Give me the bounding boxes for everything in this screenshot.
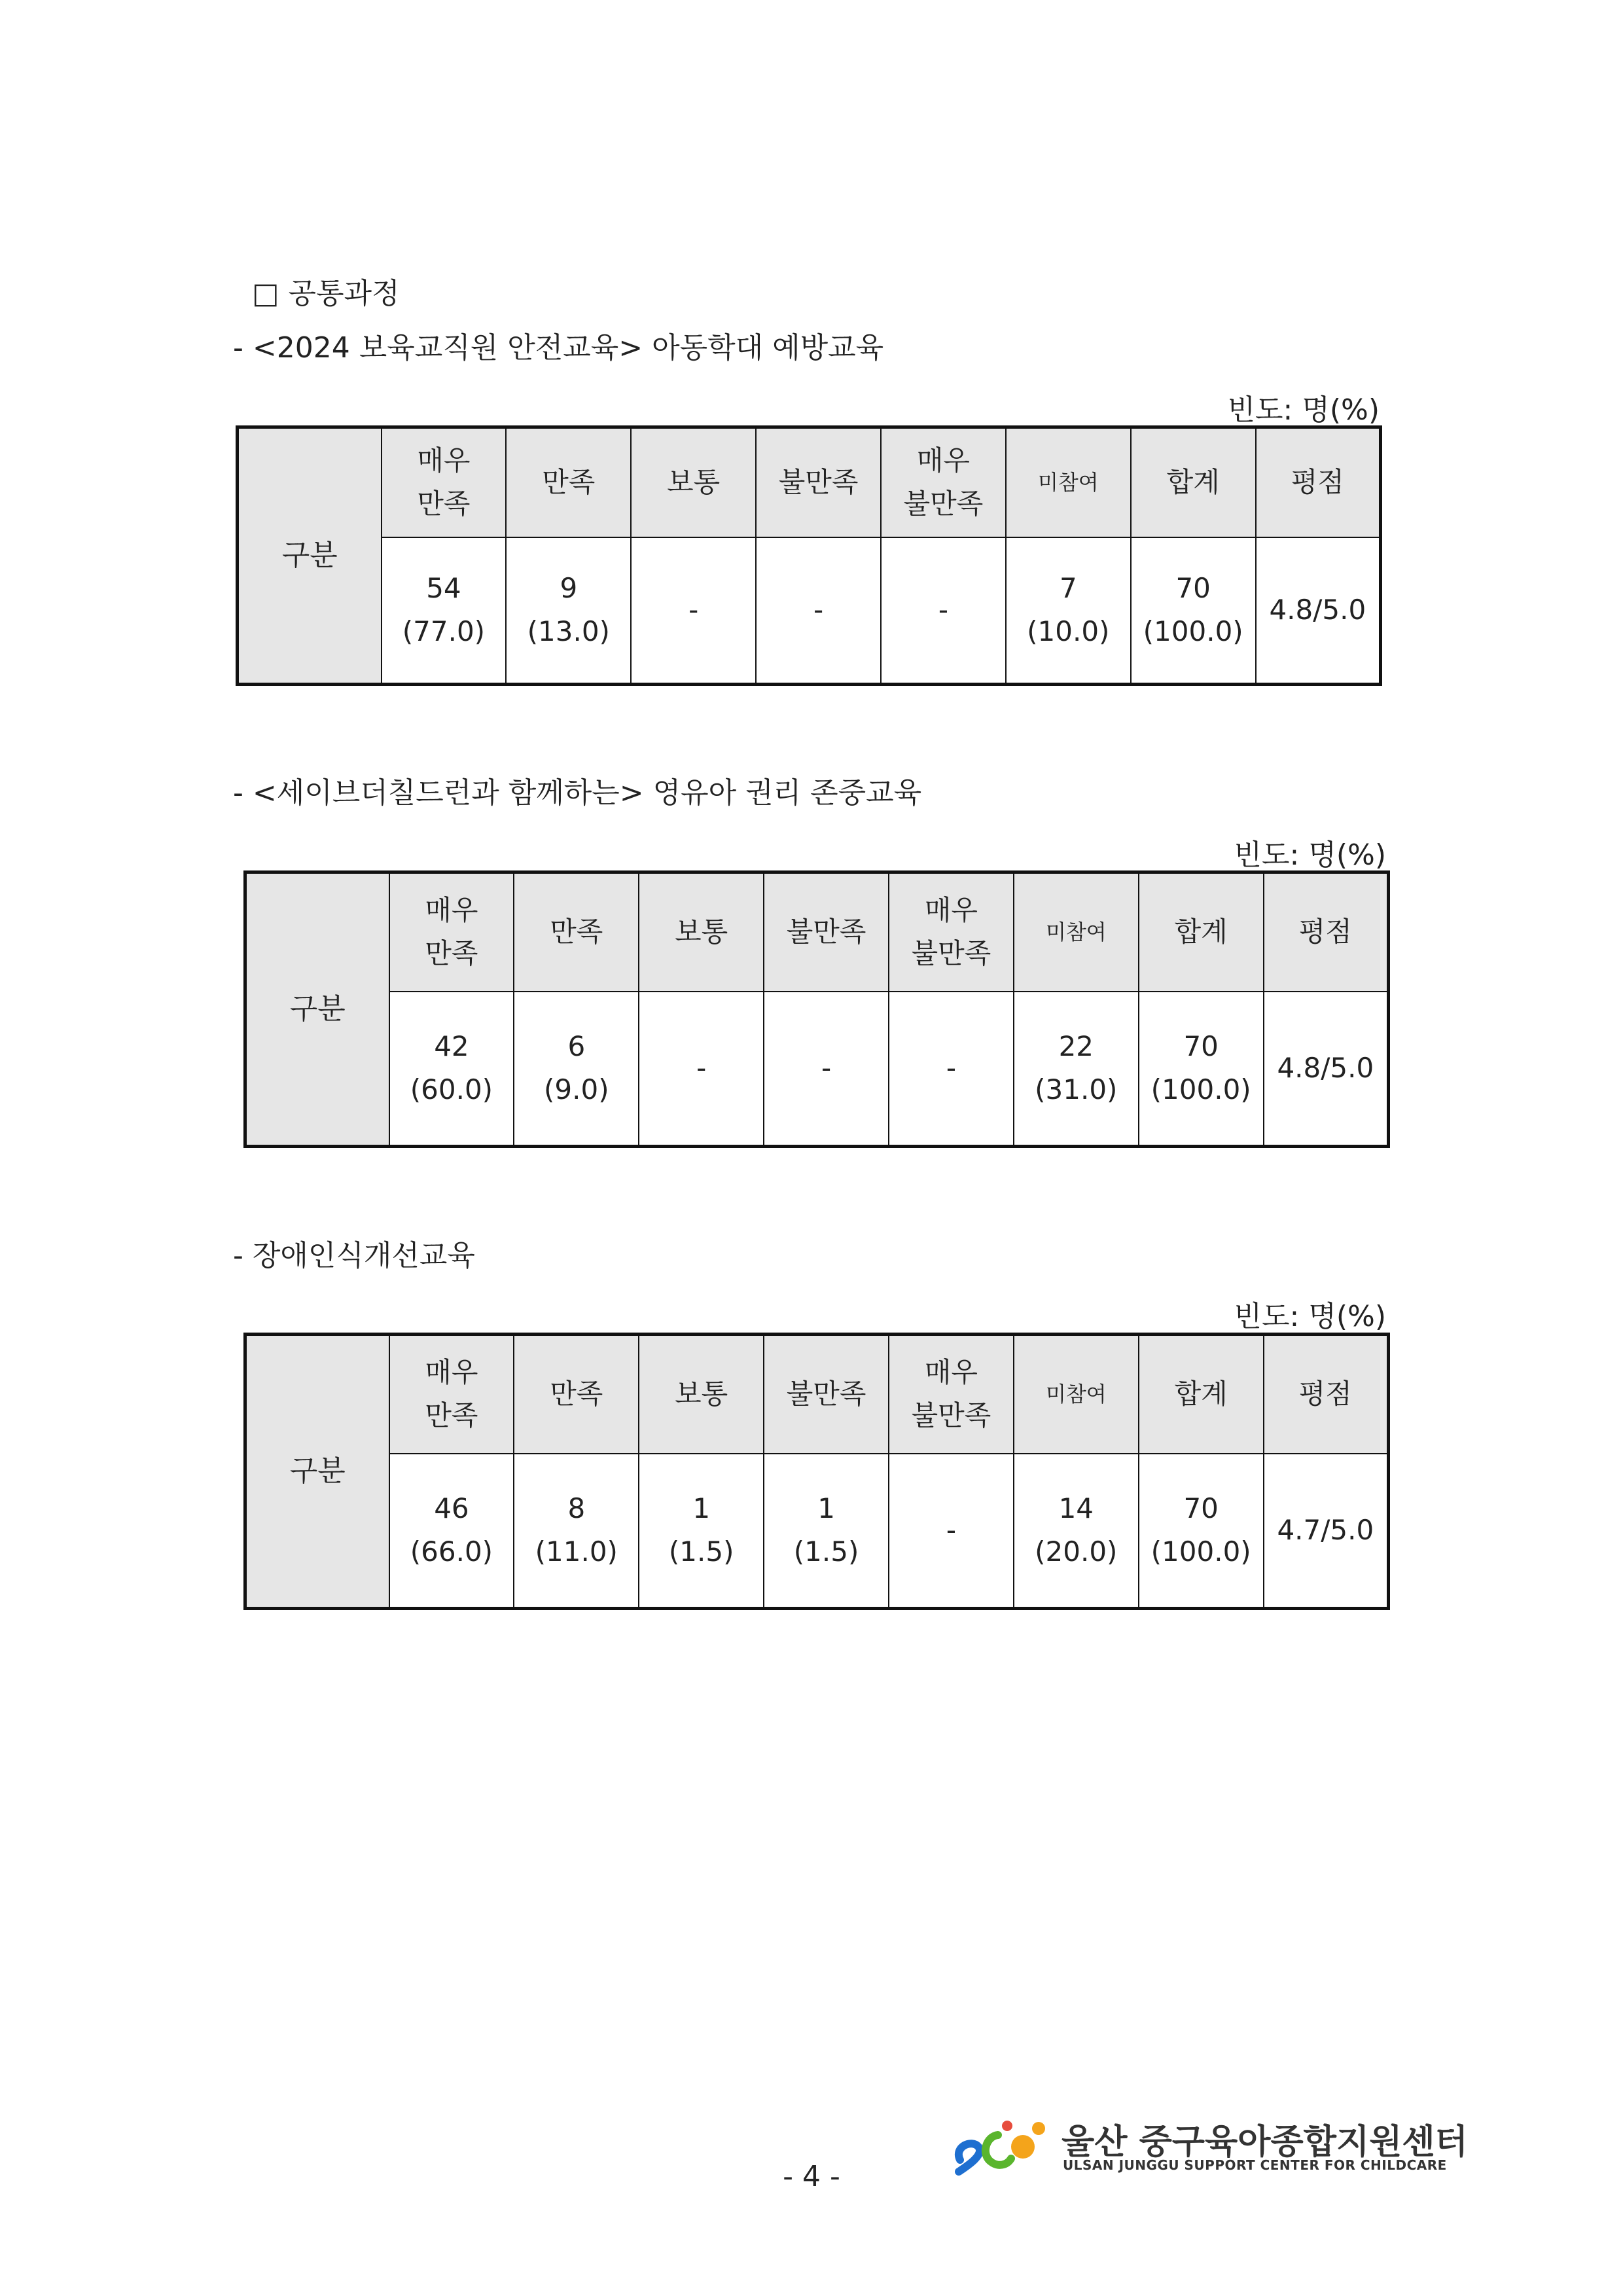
row-label: 구분 bbox=[238, 427, 382, 685]
header-not-participated: 미참여 bbox=[1045, 1382, 1107, 1407]
cell-neutral: - bbox=[696, 1052, 707, 1085]
cell-dissatisfied: - bbox=[813, 594, 824, 626]
table-row bbox=[238, 537, 1381, 685]
center-logo-icon bbox=[952, 2109, 1057, 2181]
header-dissatisfied: 불만족 bbox=[786, 916, 866, 948]
logo-text-english: ULSAN JUNGGU SUPPORT CENTER FOR CHILDCARE bbox=[1063, 2157, 1447, 2173]
cell-rating: 4.8/5.0 bbox=[1269, 594, 1366, 626]
header-very-dissatisfied: 매우 불만족 bbox=[911, 1356, 991, 1432]
satisfaction-table-2 bbox=[243, 870, 1390, 1148]
header-very-dissatisfied: 매우 불만족 bbox=[911, 894, 991, 970]
header-neutral: 보통 bbox=[675, 1378, 728, 1410]
header-rating: 평점 bbox=[1291, 466, 1344, 499]
cell-dissatisfied: - bbox=[821, 1052, 832, 1085]
cell-not-participated: 7 (10.0) bbox=[1027, 572, 1110, 648]
cell-very-dissatisfied: - bbox=[938, 594, 949, 626]
table-3-heading: - 장애인식개선교육 bbox=[233, 1239, 475, 1272]
header-rating: 평점 bbox=[1298, 916, 1352, 948]
header-satisfied: 만족 bbox=[550, 916, 603, 948]
table-1-unit: 빈도: 명(%) bbox=[1227, 393, 1380, 427]
cell-satisfied: 6 (9.0) bbox=[544, 1030, 609, 1106]
cell-very-satisfied: 42 (60.0) bbox=[410, 1030, 493, 1106]
cell-rating: 4.7/5.0 bbox=[1277, 1514, 1374, 1547]
table-2-heading: - <세이브더칠드런과 함께하는> 영유아 권리 존중교육 bbox=[233, 776, 922, 810]
header-very-satisfied: 매우 만족 bbox=[425, 894, 478, 970]
header-dissatisfied: 불만족 bbox=[786, 1378, 866, 1410]
header-dissatisfied: 불만족 bbox=[778, 466, 859, 499]
header-very-satisfied: 매우 만족 bbox=[417, 444, 471, 520]
cell-very-dissatisfied: - bbox=[946, 1514, 957, 1547]
header-satisfied: 만족 bbox=[550, 1378, 603, 1410]
table-2-unit: 빈도: 명(%) bbox=[1234, 838, 1386, 872]
header-satisfied: 만족 bbox=[542, 466, 596, 499]
cell-total: 70 (100.0) bbox=[1150, 1030, 1251, 1106]
table-3-unit: 빈도: 명(%) bbox=[1234, 1300, 1386, 1333]
table-1-heading: - <2024 보육교직원 안전교육> 아동학대 예방교육 bbox=[233, 331, 884, 365]
header-not-participated: 미참여 bbox=[1045, 920, 1107, 945]
header-total: 합계 bbox=[1174, 916, 1228, 948]
header-very-satisfied: 매우 만족 bbox=[425, 1356, 478, 1432]
header-total: 합계 bbox=[1174, 1378, 1228, 1410]
cell-very-satisfied: 54 (77.0) bbox=[402, 572, 486, 648]
cell-satisfied: 8 (11.0) bbox=[535, 1492, 618, 1568]
cell-not-participated: 14 (20.0) bbox=[1035, 1492, 1118, 1568]
header-rating: 평점 bbox=[1298, 1378, 1352, 1410]
satisfaction-table-1 bbox=[236, 425, 1382, 686]
header-very-dissatisfied: 매우 불만족 bbox=[903, 444, 984, 520]
logo-text-korean: 울산 중구육아종합지원센터 bbox=[1061, 2123, 1468, 2162]
cell-not-participated: 22 (31.0) bbox=[1035, 1030, 1118, 1106]
row-label: 구분 bbox=[245, 1335, 389, 1609]
cell-very-dissatisfied: - bbox=[946, 1052, 957, 1085]
section-title: □ 공통과정 bbox=[252, 277, 400, 310]
cell-dissatisfied: 1 (1.5) bbox=[793, 1492, 859, 1568]
cell-total: 70 (100.0) bbox=[1143, 572, 1243, 648]
header-total: 합계 bbox=[1166, 466, 1220, 499]
satisfaction-table-3 bbox=[243, 1333, 1390, 1610]
cell-rating: 4.8/5.0 bbox=[1277, 1052, 1374, 1085]
table-row bbox=[245, 992, 1389, 1147]
header-neutral: 보통 bbox=[675, 916, 728, 948]
table-row bbox=[245, 1454, 1389, 1609]
header-not-participated: 미참여 bbox=[1037, 470, 1099, 495]
page-number: - 4 - bbox=[783, 2160, 840, 2193]
cell-neutral: 1 (1.5) bbox=[668, 1492, 734, 1568]
cell-total: 70 (100.0) bbox=[1150, 1492, 1251, 1568]
header-neutral: 보통 bbox=[667, 466, 721, 499]
cell-very-satisfied: 46 (66.0) bbox=[410, 1492, 493, 1568]
cell-neutral: - bbox=[688, 594, 699, 626]
cell-satisfied: 9 (13.0) bbox=[527, 572, 610, 648]
row-label: 구분 bbox=[245, 872, 389, 1147]
